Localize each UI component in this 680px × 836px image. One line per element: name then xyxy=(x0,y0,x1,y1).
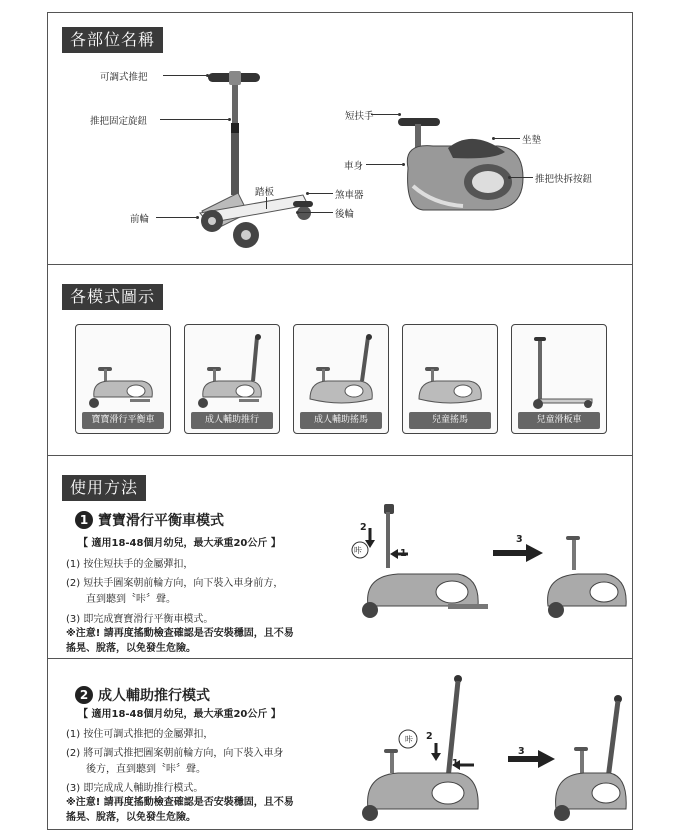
label-deck: 踏板 xyxy=(255,187,275,198)
label-body: 車身 xyxy=(344,161,364,172)
mode-card-2 xyxy=(184,324,280,434)
label-release-button: 推把快拆按鈕 xyxy=(535,174,593,185)
mode-5-illustration xyxy=(516,329,602,413)
label-rear-wheel: 後輪 xyxy=(335,209,355,220)
instruction-2-step-1: (1) 按住可調式推把的金屬彈扣， xyxy=(66,729,214,740)
instruction-1-step-2: (2) 短扶手圖案朝前輪方向，向下裝入車身前方， xyxy=(66,578,284,589)
instruction-2-subtitle: 【 適用18-48個月幼兒，最大承重20公斤 】 xyxy=(78,709,281,720)
instruction-1-warning-2: 搖晃、脫落，以免發生危險。 xyxy=(66,643,196,654)
modes-section-title: 各模式圖示 xyxy=(62,284,163,310)
mode-label: 兒童搖馬 xyxy=(409,412,491,429)
manual-page xyxy=(47,12,633,830)
instruction-1-title: 寶寶滑行平衡車模式 xyxy=(98,513,224,529)
diagram-1-step-c: 3 xyxy=(516,534,523,545)
instruction-2-title: 成人輔助推行模式 xyxy=(98,688,210,704)
instruction-2-number: 2 xyxy=(75,686,93,704)
label-handlebar: 可調式推把 xyxy=(100,72,148,83)
instruction-1-warning-1: ※注意! 請再度搖動檢查確認是否安裝穩固，且不易 xyxy=(66,628,294,639)
label-brake: 煞車器 xyxy=(335,190,364,201)
instruction-2-step-2: (2) 將可調式推把圖案朝前輪方向，向下裝入車身 xyxy=(66,748,284,759)
label-seat: 坐墊 xyxy=(522,135,542,146)
label-front-wheel: 前輪 xyxy=(130,214,150,225)
mode-card-1 xyxy=(75,324,171,434)
label-short-handle: 短扶手 xyxy=(345,111,374,122)
instruction-1-step-3: (3) 即完成寶寶滑行平衡車模式。 xyxy=(66,614,214,625)
diagram-2-step-c: 3 xyxy=(518,746,525,757)
seat-body-illustration xyxy=(393,108,528,223)
instruction-1-number: 1 xyxy=(75,511,93,529)
diagram-2-step-a: 2 xyxy=(426,731,433,742)
instruction-1-step-1: (1) 按住短扶手的金屬彈扣， xyxy=(66,559,194,570)
instruction-2-diagram xyxy=(348,669,628,829)
diagram-2-click: 咔 xyxy=(405,735,413,744)
mode-label: 寶寶滑行平衡車 xyxy=(82,412,164,429)
mode-4-illustration xyxy=(407,329,493,413)
mode-2-illustration xyxy=(189,329,275,413)
mode-card-4 xyxy=(402,324,498,434)
scooter-illustration xyxy=(188,63,318,263)
diagram-1-step-a: 2 xyxy=(360,522,367,533)
mode-card-5 xyxy=(511,324,607,434)
instruction-2-warning-1: ※注意! 請再度搖動檢查確認是否安裝穩固，且不易 xyxy=(66,797,294,808)
instruction-1-subtitle: 【 適用18-48個月幼兒，最大承重20公斤 】 xyxy=(78,538,281,549)
mode-label: 成人輔助搖馬 xyxy=(300,412,382,429)
instruction-2-warning-2: 搖晃、脫落，以免發生危險。 xyxy=(66,812,196,823)
usage-section-title: 使用方法 xyxy=(62,475,146,501)
diagram-1-step-b: 1 xyxy=(400,548,407,559)
mode-card-3 xyxy=(293,324,389,434)
instruction-1-step-2-cont: 直到聽到〝咔〞聲。 xyxy=(86,594,176,605)
label-handle-knob: 推把固定旋鈕 xyxy=(90,116,148,127)
instruction-1-diagram xyxy=(348,498,628,628)
instruction-2-step-3: (3) 即完成成人輔助推行模式。 xyxy=(66,783,204,794)
instruction-2-step-2-cont: 後方，直到聽到〝咔〞聲。 xyxy=(86,764,206,775)
mode-label: 兒童滑板車 xyxy=(518,412,600,429)
parts-section-title: 各部位名稱 xyxy=(62,27,163,53)
mode-1-illustration xyxy=(80,329,166,413)
diagram-2-step-b: 1 xyxy=(452,758,459,769)
diagram-1-click: 咔 xyxy=(354,546,362,555)
mode-label: 成人輔助推行 xyxy=(191,412,273,429)
mode-3-illustration xyxy=(298,329,384,413)
